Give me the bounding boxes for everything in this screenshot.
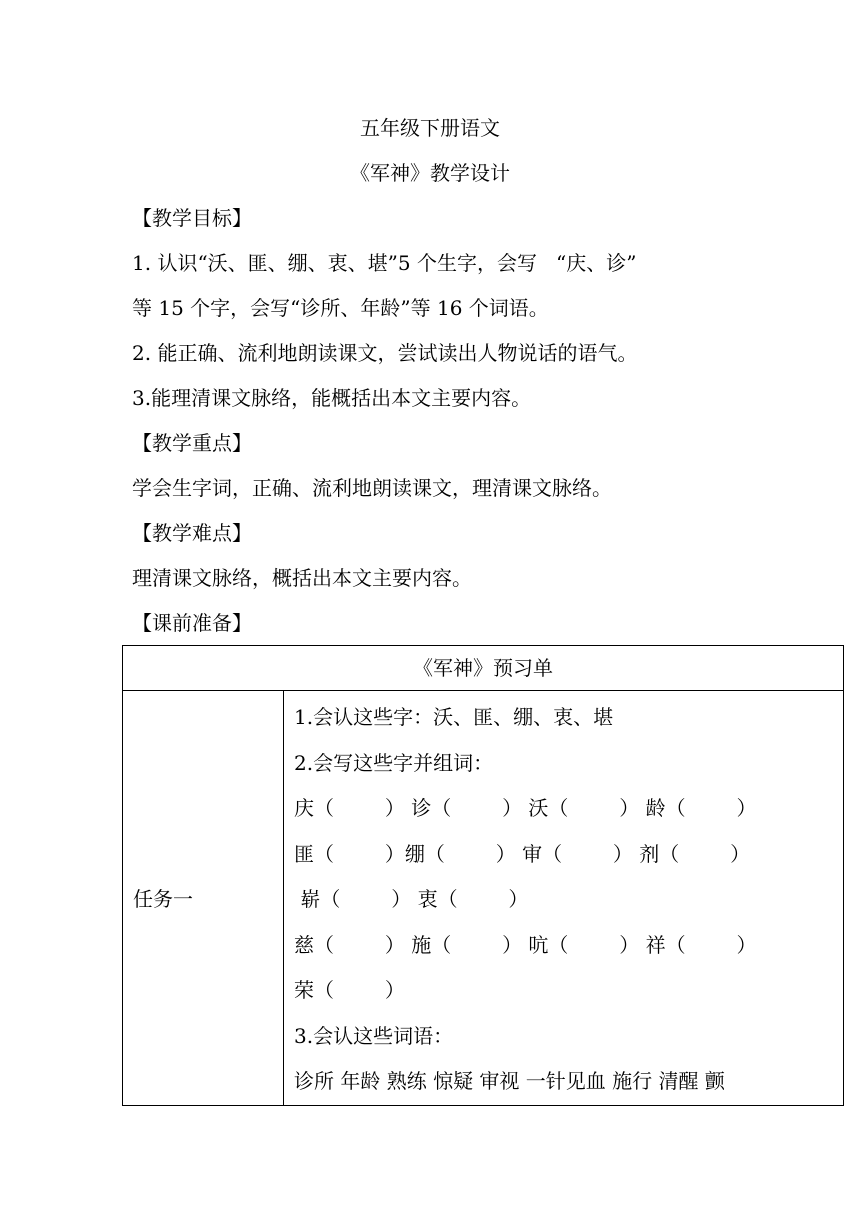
task-label: 任务一: [123, 691, 284, 1106]
task-line: 荣（ ）: [294, 978, 405, 1002]
key-points-heading: 【教学重点】: [132, 431, 252, 455]
goal-1-line-2: 等 15 个字，会写“诊所、年龄”等 16 个词语。: [132, 296, 549, 320]
goal-3: 3.能理清课文脉络，能概括出本文主要内容。: [132, 386, 532, 410]
task-content: [284, 691, 844, 1106]
task-line: 匪（ ）绷（ ） 审（ ） 剂（ ）: [294, 841, 751, 866]
table-row: [123, 691, 844, 1106]
goals-heading: 【教学目标】: [132, 206, 252, 230]
difficult-points-heading: 【教学难点】: [132, 521, 252, 545]
task-line: 庆（ ） 诊（ ） 沃（ ） 龄（ ）: [294, 796, 757, 820]
task-line: 1.会认这些字：沃、匪、绷、衷、堪: [294, 705, 614, 729]
task-line: 崭（ ） 衷（ ）: [294, 887, 529, 911]
task-line: 慈（ ） 施（ ） 吭（ ） 祥（ ）: [294, 932, 757, 957]
goal-1-line-1: 1. 认识“沃、匪、绷、衷、堪”5 个生字，会写 “庆、诊”: [132, 251, 637, 275]
table-title: 《军神》预习单: [123, 646, 844, 691]
table-header-row: [123, 646, 844, 691]
doc-subtitle: 《军神》教学设计: [350, 161, 510, 185]
preview-sheet-table: [122, 645, 844, 1106]
difficult-points-text: 理清课文脉络，概括出本文主要内容。: [132, 566, 472, 590]
preparation-heading: 【课前准备】: [132, 611, 252, 635]
task-line: 2.会写这些字并组词：: [294, 750, 494, 775]
task-line: 诊所 年龄 熟练 惊疑 审视 一针见血 施行 清醒 颤: [294, 1069, 725, 1093]
task-line: 3.会认这些词语：: [294, 1023, 454, 1048]
key-points-text: 学会生字词，正确、流利地朗读课文，理清课文脉络。: [132, 476, 612, 500]
doc-title: 五年级下册语文: [360, 116, 500, 140]
goal-2: 2. 能正确、流利地朗读课文，尝试读出人物说话的语气。: [132, 341, 638, 365]
